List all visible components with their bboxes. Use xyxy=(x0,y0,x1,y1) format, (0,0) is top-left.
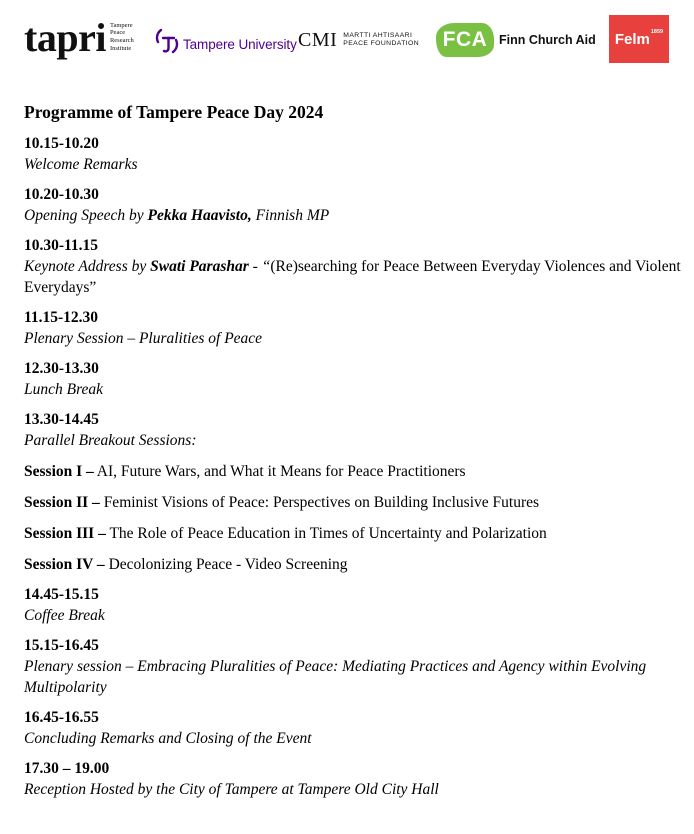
slot-time: 10.20-10.30 xyxy=(24,186,99,203)
programme-slot xyxy=(24,185,684,226)
speaker-name: Pekka Haavisto, xyxy=(147,207,252,224)
slot-description: Concluding Remarks and Closing of the Event xyxy=(24,730,312,747)
keynote-title: (Re)searching for Peace Between Everyday Violences and Violent Everydays” xyxy=(24,258,681,296)
fca-logo xyxy=(436,22,596,58)
session-title: AI, Future Wars, and What it Means for Peace Practitioners xyxy=(93,463,466,480)
slot-time: 15.15-16.45 xyxy=(24,637,99,654)
fca-badge: FCA xyxy=(436,23,494,57)
tapri-subtitle-line: Research xyxy=(109,37,134,44)
tampere-university-name: Tampere University xyxy=(183,36,297,52)
felm-year: 1859 xyxy=(650,28,664,35)
slot-time: 10.30-11.15 xyxy=(24,237,99,254)
tapri-subtitle xyxy=(110,22,134,52)
tapri-logo xyxy=(24,16,134,60)
page-title: Programme of Tampere Peace Day 2024 xyxy=(24,102,324,122)
slot-description xyxy=(24,256,684,298)
slot-description: Parallel Breakout Sessions: xyxy=(24,432,197,449)
slot-time: 11.15-12.30 xyxy=(24,309,99,326)
session-label: Session II – xyxy=(24,494,100,511)
slot-time: 17.30 – 19.00 xyxy=(24,760,110,777)
slot-description: Lunch Break xyxy=(24,381,104,398)
slot-description: Plenary session – Embracing Pluralities of Peace: Mediating Practices and Agency within Evolving Multipolarity xyxy=(24,658,647,696)
slot-description xyxy=(24,205,684,226)
felm-wordmark xyxy=(614,28,664,48)
slot-time: 12.30-13.30 xyxy=(24,360,99,377)
tampere-university-logo xyxy=(154,26,297,56)
programme xyxy=(24,101,684,810)
slot-description: Plenary Session – Pluralities of Peace xyxy=(24,330,263,347)
slot-description-text: Finnish MP xyxy=(251,207,330,224)
programme-slot xyxy=(24,759,684,800)
slot-time: 10.15-10.20 xyxy=(24,135,99,152)
tampere-university-mark-icon xyxy=(154,26,180,56)
speaker-name: Swati Parashar xyxy=(150,258,249,275)
cmi-subtitle-line: MARTTI AHTISAARI xyxy=(343,32,413,39)
slot-description-text: Opening Speech by xyxy=(24,207,148,224)
programme-slot xyxy=(24,134,684,175)
slot-time: 16.45-16.55 xyxy=(24,709,99,726)
programme-slot xyxy=(24,308,684,349)
felm-word-text: Felm xyxy=(614,30,650,48)
partner-logo-bar xyxy=(0,0,694,80)
programme-slot xyxy=(24,236,684,298)
tapri-subtitle-line: Institute xyxy=(109,44,132,52)
cmi-logo xyxy=(298,29,419,51)
programme-slot xyxy=(24,708,684,749)
slot-description: Coffee Break xyxy=(24,607,105,624)
felm-logo xyxy=(609,15,669,63)
session-label: Session I – xyxy=(24,463,94,480)
tapri-subtitle-line: Tampere xyxy=(109,21,133,29)
cmi-subtitle xyxy=(343,32,419,48)
session-label: Session IV – xyxy=(24,556,105,573)
programme-slot xyxy=(24,359,684,400)
slot-time: 13.30-14.45 xyxy=(24,411,99,428)
slot-description: Reception Hosted by the City of Tampere at Tampere Old City Hall xyxy=(24,781,439,798)
cmi-wordmark: CMI xyxy=(298,28,338,51)
breakout-session xyxy=(24,461,684,482)
fca-name: Finn Church Aid xyxy=(499,33,596,47)
session-title: The Role of Peace Education in Times of Uncertainty and Polarization xyxy=(105,525,547,542)
slot-description-text: Keynote Address by xyxy=(24,258,151,275)
session-title: Decolonizing Peace - Video Screening xyxy=(104,556,348,573)
programme-slot xyxy=(24,636,684,698)
breakout-session xyxy=(24,492,684,513)
slot-description: Welcome Remarks xyxy=(24,156,138,173)
programme-slot xyxy=(24,585,684,626)
slot-description-text: - “ xyxy=(248,258,271,275)
tapri-wordmark: tapri xyxy=(24,15,106,60)
breakout-session xyxy=(24,554,684,575)
cmi-subtitle-line: PEACE FOUNDATION xyxy=(343,40,420,47)
tapri-subtitle-line: Peace xyxy=(109,29,126,37)
session-title: Feminist Visions of Peace: Perspectives on Building Inclusive Futures xyxy=(99,494,540,511)
breakout-session xyxy=(24,523,684,544)
programme-slot xyxy=(24,410,684,451)
session-label: Session III – xyxy=(24,525,106,542)
slot-time: 14.45-15.15 xyxy=(24,586,99,603)
